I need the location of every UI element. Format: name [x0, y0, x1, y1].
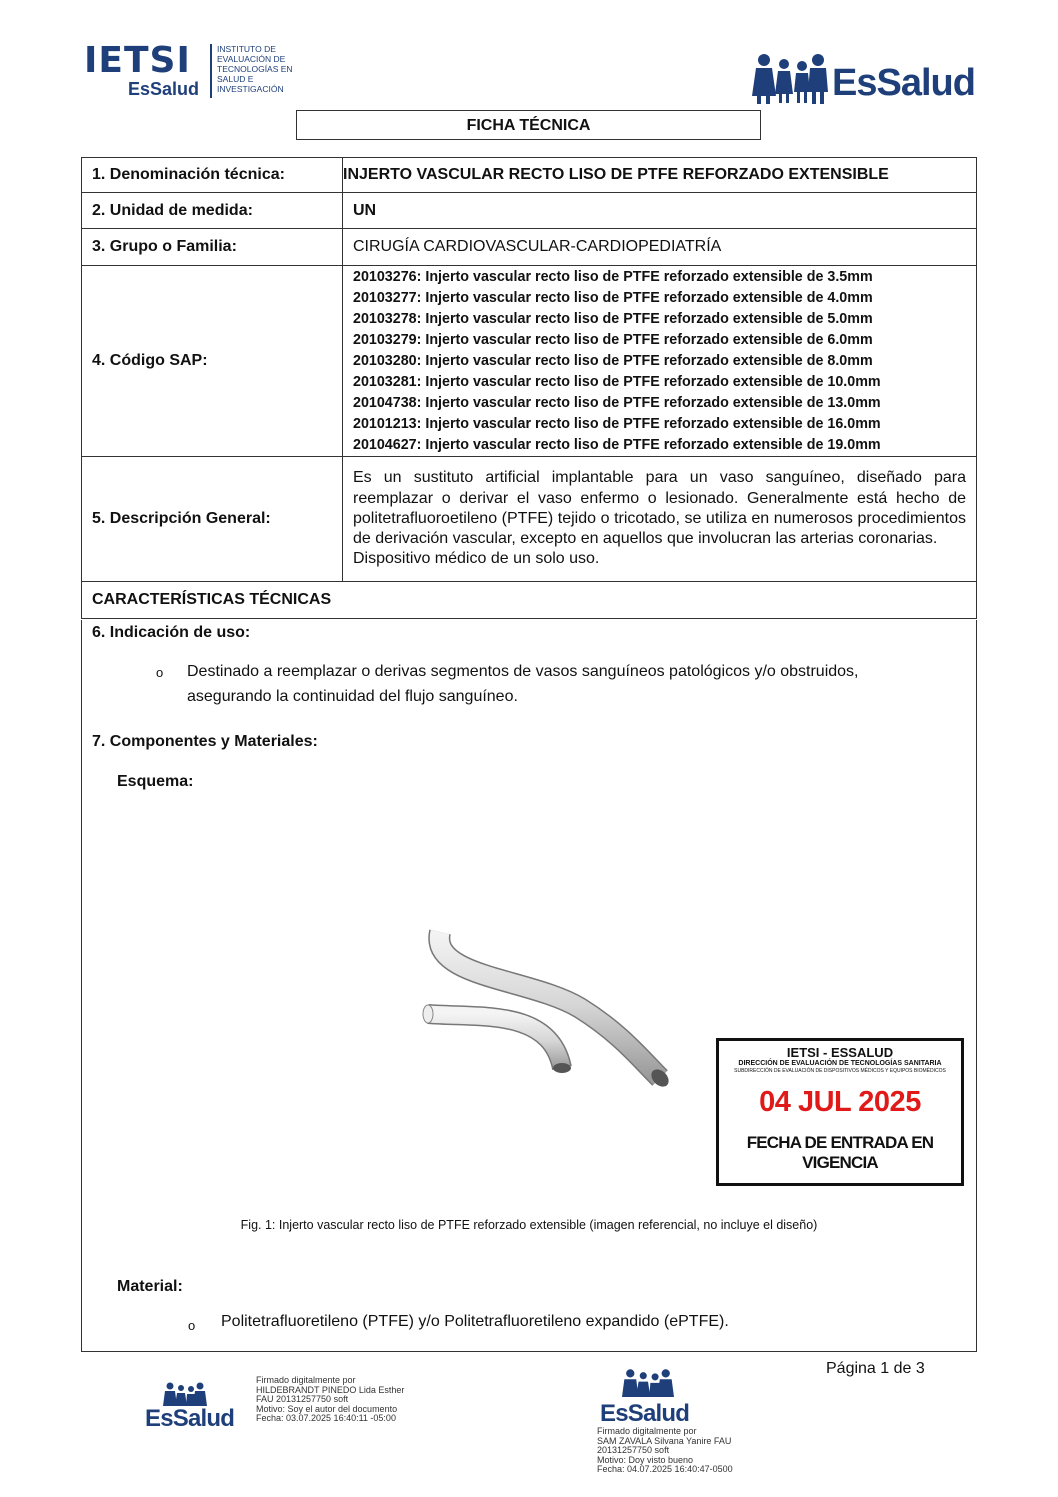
description-note: Dispositivo médico de un solo uso.	[353, 550, 600, 568]
stamp-footer: FECHA DE ENTRADA EN VIGENCIA	[746, 1133, 934, 1172]
ietsi-logo-word: IETSI	[84, 40, 191, 81]
signature-line: Firmado digitalmente por	[597, 1426, 697, 1436]
esquema-label: Esquema:	[117, 773, 194, 790]
signature-line: Fecha: 04.07.2025 16:40:47-0500	[597, 1464, 733, 1474]
ietsi-logo-subtitle: INSTITUTO DE EVALUACIÓN DE TECNOLOGÍAS EN SALUD E INVESTIGACIÓN	[217, 44, 293, 94]
stamp-title: IETSI - ESSALUD	[786, 1045, 894, 1060]
signature-line: HILDEBRANDT PINEDO Lida Esther	[256, 1384, 405, 1395]
stamp-direction: DIRECCIÓN DE EVALUACIÓN DE TECNOLOGÍAS SANITARIA	[738, 1060, 942, 1067]
signature-line: FAU 20131257750 soft	[256, 1394, 349, 1404]
sap-code-line: 20103281: Injerto vascular recto liso de PTFE reforzado extensible de 10.0mm	[353, 373, 881, 390]
sap-code-line: 20103278: Injerto vascular recto liso de PTFE reforzado extensible de 5.0mm	[353, 310, 873, 327]
essalud-family-icon	[752, 52, 830, 104]
label-grupo: 3. Grupo o Familia:	[82, 229, 343, 266]
material-text: Politetrafluoretileno (PTFE) y/o Politetrafluoretileno expandido (ePTFE).	[221, 1313, 729, 1330]
material-label: Material:	[117, 1278, 183, 1295]
value-codigo-sap	[343, 266, 977, 457]
sap-code-line: 20101213: Injerto vascular recto liso de PTFE reforzado extensible de 16.0mm	[353, 415, 881, 432]
label-denominacion: 1. Denominación técnica:	[82, 158, 343, 193]
spec-table	[81, 157, 977, 619]
ietsi-logo-divider	[210, 44, 212, 98]
page-number: Página 1 de 3	[826, 1360, 925, 1377]
sap-code-line: 20104627: Injerto vascular recto liso de PTFE reforzado extensible de 19.0mm	[353, 436, 881, 453]
stamp-subdirection: SUBDIRECCIÓN DE EVALUACIÓN DE DISPOSITIVOS MÉDICOS Y EQUIPOS BIOMÉDICOS	[734, 1068, 946, 1074]
table-row	[82, 582, 977, 619]
sap-code-line: 20103276: Injerto vascular recto liso de PTFE reforzado extensible de 3.5mm	[353, 268, 873, 285]
table-row	[82, 266, 977, 457]
essalud-family-icon	[622, 1368, 674, 1400]
sap-code-line: 20103277: Injerto vascular recto liso de PTFE reforzado extensible de 4.0mm	[353, 289, 873, 306]
indicacion-title: 6. Indicación de uso:	[92, 624, 251, 641]
table-row	[82, 193, 977, 229]
table-row	[82, 158, 977, 193]
signature-line: Firmado digitalmente por	[256, 1375, 356, 1385]
validity-stamp	[716, 1038, 964, 1186]
description-paragraph: Es un sustituto artificial implantable para un vaso sanguíneo, diseñado para reemplazar o derivar el vaso enfermo o lesionado. Generalmente está hecho de politetrafluoroetileno (PTFE) tejido o tricotado, se utiliza en numerosos procedimientos de derivación vascular, excepto en aquellos que involucran las arterias coronarias.	[353, 469, 966, 548]
value-descripcion	[343, 457, 977, 582]
bullet-icon: o	[188, 1318, 196, 1333]
sap-code-line: 20103279: Injerto vascular recto liso de PTFE reforzado extensible de 6.0mm	[353, 331, 873, 348]
signature-line: Motivo: Soy el autor del documento	[256, 1403, 398, 1414]
document-title: FICHA TÉCNICA	[296, 110, 761, 140]
signature-line: 20131257750 soft	[597, 1445, 670, 1455]
sap-code-line: 20103280: Injerto vascular recto liso de PTFE reforzado extensible de 8.0mm	[353, 352, 873, 369]
bullet-icon: o	[156, 665, 164, 680]
footer-logo-center: EsSalud	[600, 1400, 690, 1427]
ietsi-logo-essalud: EsSalud	[128, 79, 200, 99]
figure-caption: Fig. 1: Injerto vascular recto liso de PTFE reforzado extensible (imagen referencial, no incluye el diseño)	[240, 1218, 818, 1232]
vascular-graft-image	[410, 918, 680, 1098]
signature-left	[256, 1376, 404, 1424]
table-row	[82, 457, 977, 582]
signature-center	[597, 1427, 733, 1475]
label-unidad: 2. Unidad de medida:	[82, 193, 343, 229]
sap-code-line: 20104738: Injerto vascular recto liso de PTFE reforzado extensible de 13.0mm	[353, 394, 881, 411]
essalud-logo-text: EsSalud	[832, 62, 975, 104]
section-title-caracteristicas: CARACTERÍSTICAS TÉCNICAS	[82, 582, 977, 619]
footer-logo-left: EsSalud	[145, 1405, 235, 1432]
stamp-date: 04 JUL 2025	[759, 1086, 921, 1118]
table-row	[82, 229, 977, 266]
signature-line: SAM ZAVALA Silvana Yanire FAU	[597, 1435, 732, 1446]
indicacion-text: Destinado a reemplazar o derivas segmentos de vasos sanguíneos patológicos y/o obstruidos, asegurando la continuidad del flujo sanguíneo.	[187, 663, 859, 705]
signature-line: Fecha: 03.07.2025 16:40:11 -05:00	[256, 1413, 396, 1423]
value-unidad: UN	[343, 193, 977, 229]
componentes-title: 7. Componentes y Materiales:	[92, 733, 318, 750]
value-grupo: CIRUGÍA CARDIOVASCULAR-CARDIOPEDIATRÍA	[343, 229, 977, 266]
label-codigo-sap: 4. Código SAP:	[82, 266, 343, 457]
signature-line: Motivo: Doy visto bueno	[597, 1454, 694, 1465]
value-denominacion: INJERTO VASCULAR RECTO LISO DE PTFE REFORZADO EXTENSIBLE	[343, 158, 977, 193]
label-descripcion: 5. Descripción General:	[82, 457, 343, 582]
